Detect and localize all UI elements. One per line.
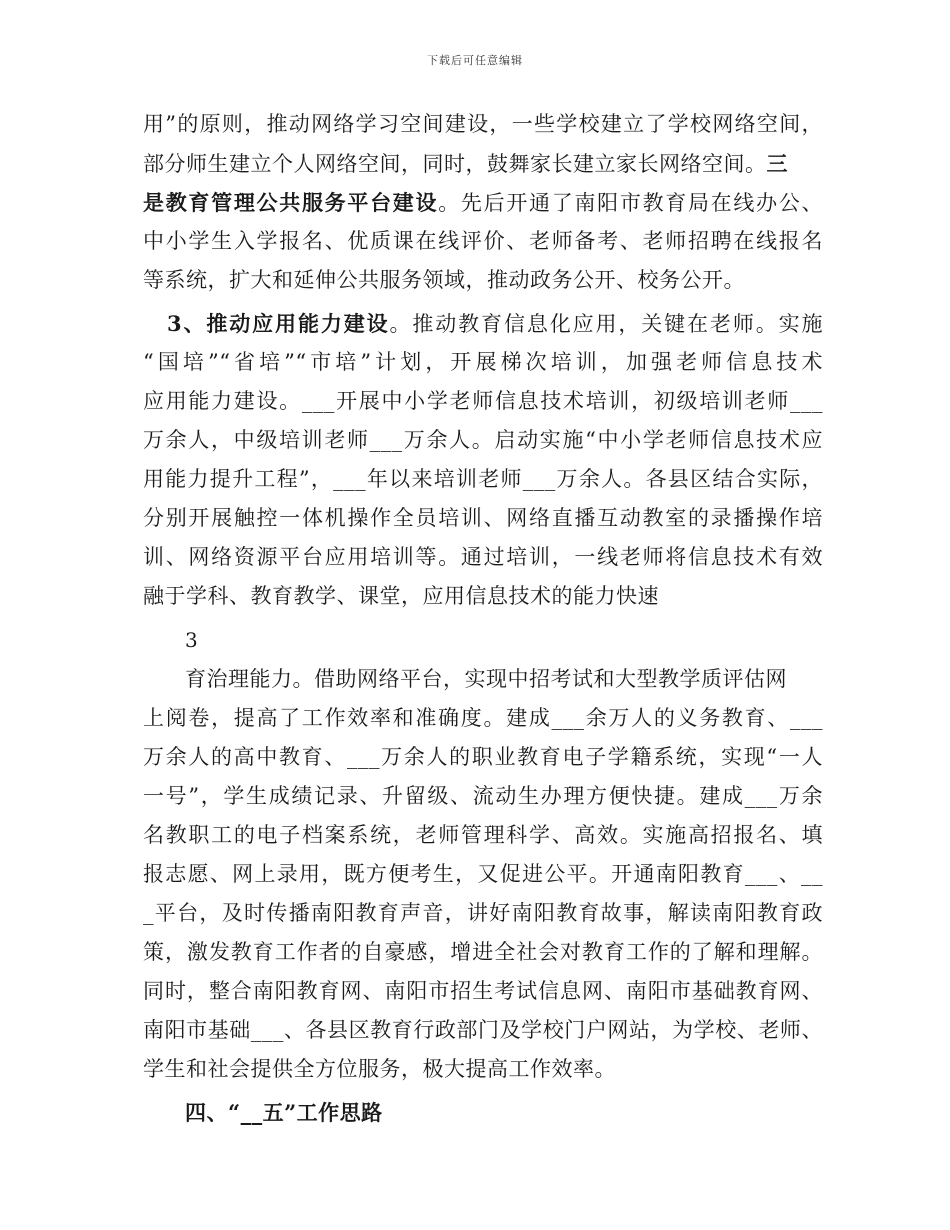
bold-phrase: 三 bbox=[766, 151, 788, 176]
text-line: 学生和社会提供全方位服务，极大提高工作效率。 bbox=[143, 1057, 616, 1081]
text-line: “国培”“省培”“市培”计划，开展梯次培训，加强老师信息技术 bbox=[143, 350, 823, 374]
text-line: _平台，及时传播南阳教育声音，讲好南阳教育故事，解读南阳教育政 bbox=[143, 901, 823, 925]
text-line: 报志愿、网上录用，既方便考生，又促进公平。开通南阳教育___、__ bbox=[143, 862, 823, 886]
text-line: 中小学生入学报名、优质课在线评价、老师备考、老师招聘在线报名 bbox=[143, 229, 823, 253]
text-line: 是教育管理公共服务平台建设。先后开通了南阳市教育局在线办公、 bbox=[143, 190, 824, 215]
text-line: 名教职工的电子档案系统，老师管理科学、高效。实施高招报名、填 bbox=[143, 823, 823, 847]
paragraph-platform-construction bbox=[143, 105, 823, 300]
text-line: 3、推动应用能力建设。推动教育信息化应用，关键在老师。实施 bbox=[167, 311, 823, 336]
text-line: 一号”，学生成绩记录、升留级、流动生办理方便快捷。建成___万余 bbox=[143, 784, 823, 808]
text-line: 南阳市基础___、各县区教育行政部门及学校门户网站，为学校、老师、 bbox=[143, 1018, 823, 1042]
text-line: 融于学科、教育教学、课堂，应用信息技术的能力快速 bbox=[143, 584, 659, 608]
text-line: 上阅卷，提高了工作效率和准确度。建成___余万人的义务教育、___ bbox=[143, 706, 823, 730]
bold-phrase: 是教育管理公共服务平台建设 bbox=[143, 190, 439, 215]
page-header: 下载后可任意编辑 bbox=[427, 54, 523, 67]
page-number: 3 bbox=[185, 628, 198, 652]
text-line: 等系统，扩大和延伸公共服务领域，推动政务公开、校务公开。 bbox=[143, 268, 745, 292]
text-line: 万余人，中级培训老师___万余人。启动实施“中小学老师信息技术应 bbox=[143, 428, 823, 452]
text-line: 分别开展触控一体机操作全员培训、网络直播互动教室的录播操作培 bbox=[143, 506, 823, 530]
text-line: 用”的原则，推动网络学习空间建设，一些学校建立了学校网络空间， bbox=[143, 112, 823, 136]
text-line: 育治理能力。借助网络平台，实现中招考试和大型教学质评估网 bbox=[185, 667, 787, 691]
text-line: 万余人的高中教育、___万余人的职业教育电子学籍系统，实现“一人 bbox=[143, 745, 823, 769]
text-line: 应用能力建设。___开展中小学老师信息技术培训，初级培训老师___ bbox=[143, 389, 823, 413]
text-line: 训、网络资源平台应用培训等。通过培训，一线老师将信息技术有效 bbox=[143, 545, 823, 569]
text-line: 用能力提升工程”，___年以来培训老师___万余人。各县区结合实际， bbox=[143, 467, 823, 491]
paragraph-application-capability bbox=[143, 304, 823, 616]
document-body bbox=[143, 105, 823, 1132]
text-line: 策，激发教育工作者的自豪感，增进全社会对教育工作的了解和理解。 bbox=[143, 940, 823, 964]
paragraph-governance-capability bbox=[143, 660, 823, 1089]
section-subheading: 3、推动应用能力建设 bbox=[167, 311, 390, 336]
section-heading: 四、“__五”工作思路 bbox=[185, 1100, 383, 1125]
text-line: 同时，整合南阳教育网、南阳市招生考试信息网、南阳市基础教育网、 bbox=[143, 979, 823, 1003]
text-line: 部分师生建立个人网络空间，同时，鼓舞家长建立家长网络空间。三 bbox=[143, 151, 788, 176]
